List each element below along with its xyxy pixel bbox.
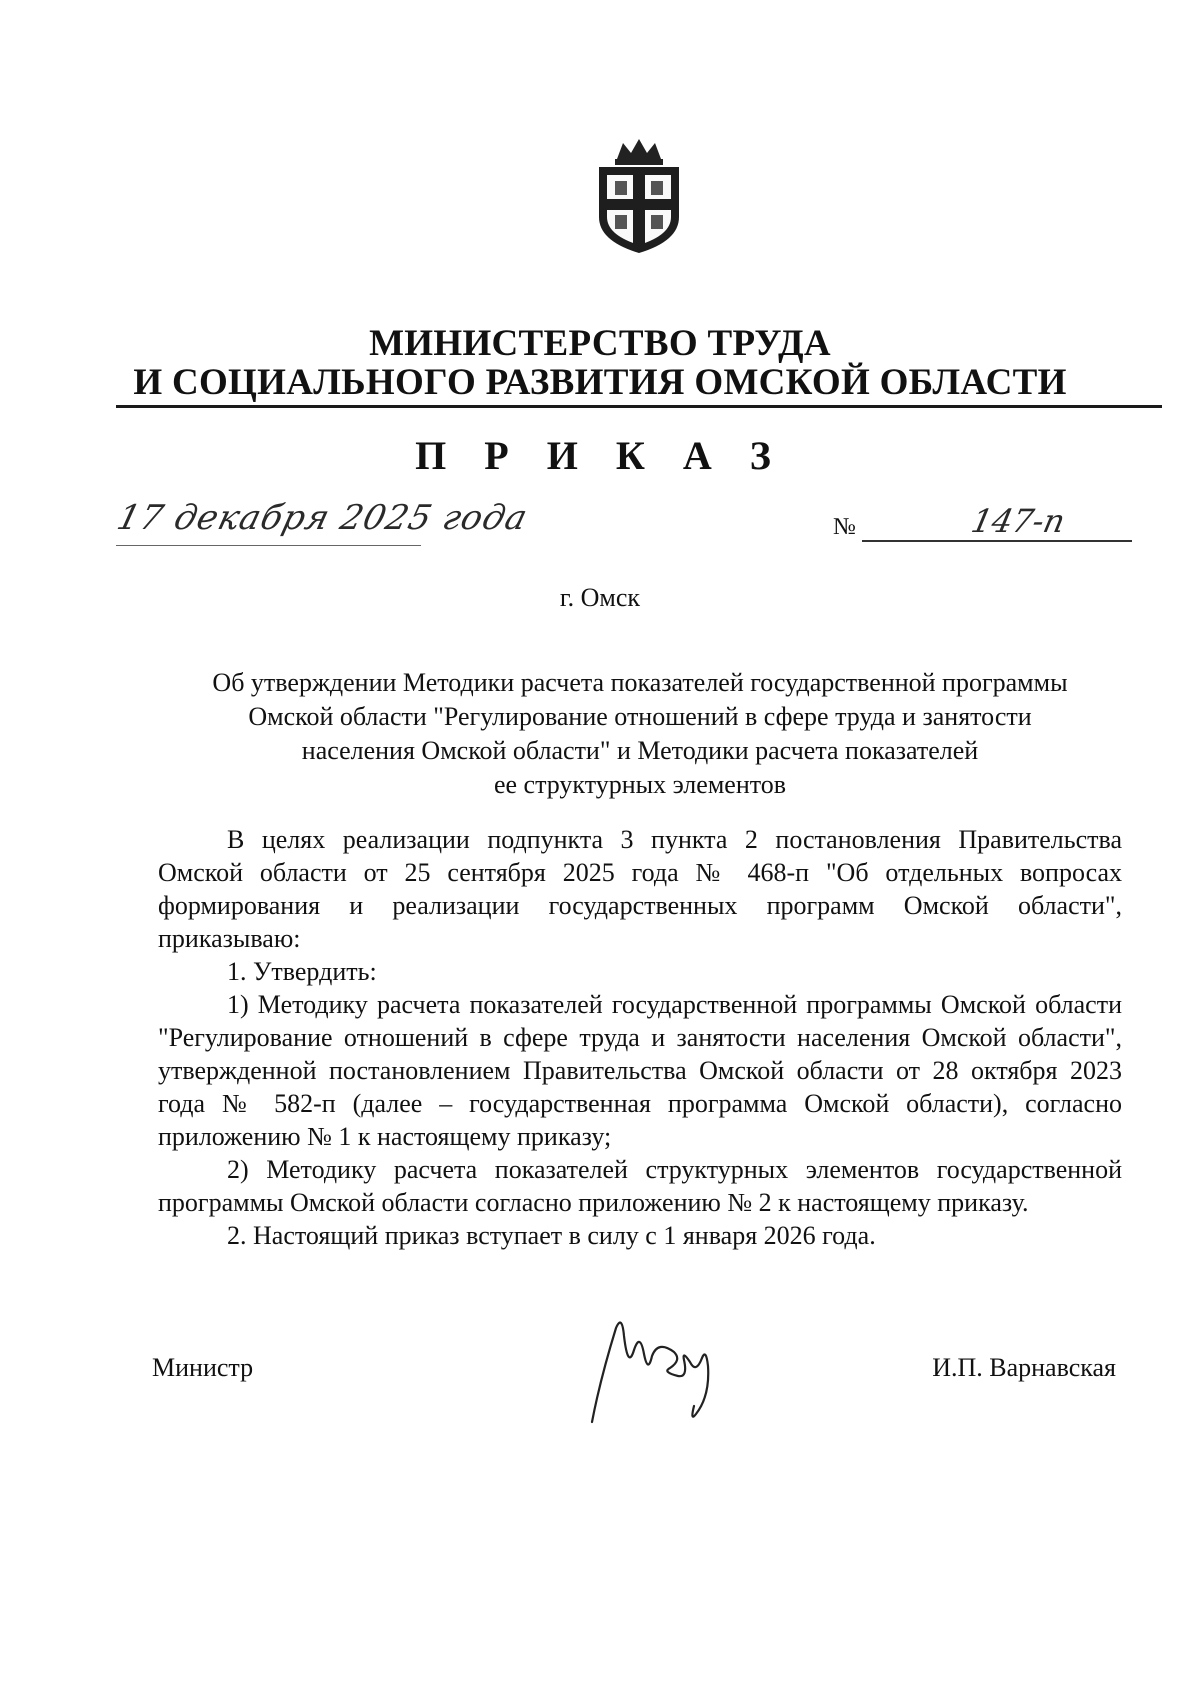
preamble-paragraph: В целях реализации подпункта 3 пункта 2 постановления Правительства Омской области от 25 сентября 2025 года № 468-п "Об отдельных вопросах формирования и реализации государственных программ Омской области", приказываю: (158, 825, 1122, 953)
order-body (158, 823, 1122, 1252)
order-title: П Р И К А З (415, 433, 785, 478)
order-number-line (862, 540, 1132, 542)
item-2: 2. Настоящий приказ вступает в силу с 1 января 2026 года. (227, 1221, 876, 1250)
coat-of-arms-icon (593, 137, 685, 255)
header-divider (116, 405, 1162, 408)
item-1: 1. Утвердить: (227, 957, 377, 986)
subject-line: Омской области "Регулирование отношений в сфере труда и занятости (248, 702, 1032, 731)
order-number-handwritten: 147-п (967, 502, 1069, 540)
subject-line: ее структурных элементов (493, 770, 787, 799)
item-1-2: 2) Методику расчета показателей структурных элементов государственной программы Омской области согласно приложению № 2 к настоящему приказу. (158, 1155, 1122, 1217)
handwritten-signature-icon (578, 1310, 728, 1430)
order-date-handwritten: 17 декабря 2025 года (113, 498, 532, 538)
ministry-name-line-1: МИНИСТЕРСТВО ТРУДА (369, 323, 831, 364)
signatory-position: Министр (152, 1353, 254, 1382)
date-underline (116, 545, 421, 546)
subject-line: Об утверждении Методики расчета показателей государственной программы (212, 668, 1068, 697)
city-label: г. Омск (559, 583, 641, 612)
ministry-name-line-2: И СОЦИАЛЬНОГО РАЗВИТИЯ ОМСКОЙ ОБЛАСТИ (133, 362, 1067, 403)
order-number-sign: № (833, 514, 856, 540)
order-subject (150, 666, 1130, 802)
item-1-1: 1) Методику расчета показателей государственной программы Омской области "Регулирование отношений в сфере труда и занятости населения Омской области", утвержденной постановлением Правительства Омской области от 28 октября 2023 года № 582-п (далее – государственная программа Омской области), согласно приложению № 1 к настоящему приказу; (158, 990, 1122, 1151)
signatory-name: И.П. Варнавская (932, 1353, 1116, 1382)
subject-line: населения Омской области" и Методики расчета показателей (301, 736, 979, 765)
